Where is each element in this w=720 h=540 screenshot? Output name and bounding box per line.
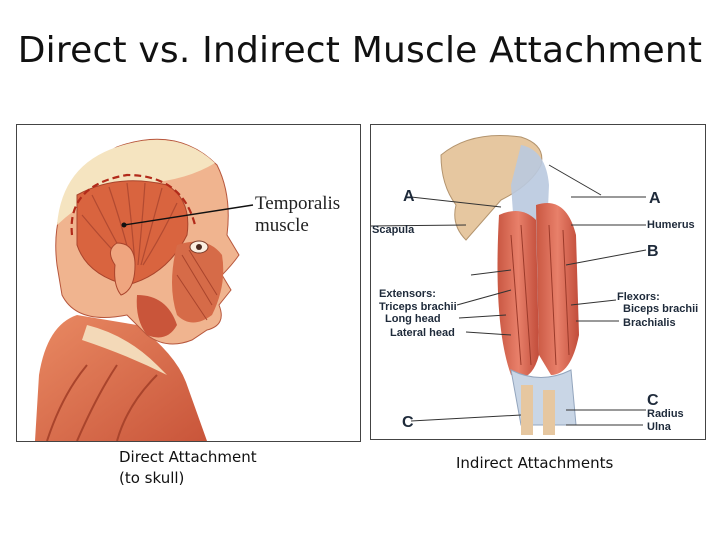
indirect-attachment-caption: Indirect Attachments [456,454,614,472]
biceps-muscle [536,203,579,375]
label-extensors: Extensors: [379,288,436,300]
label-ulna: Ulna [647,421,671,433]
slide-title: Direct vs. Indirect Muscle Attachment [17,30,703,71]
direct-attachment-caption [119,447,257,489]
label-biceps: Biceps brachii [623,303,699,315]
caption-line-1: Direct Attachment [119,448,257,466]
arm-illustration [371,125,705,439]
label-c-right: C [647,392,659,409]
temporalis-label-line2: muscle [255,215,309,236]
temporalis-label-line1: Temporalis [255,193,341,214]
label-a-right: A [649,190,661,207]
label-radius: Radius [647,408,684,420]
label-brachialis: Brachialis [623,317,676,329]
indirect-attachment-figure [370,124,706,440]
label-scapula: Scapula [372,224,415,236]
label-a-left: A [403,188,415,205]
label-humerus: Humerus [647,219,695,231]
label-b: B [647,243,659,260]
label-flexors: Flexors: [617,291,660,303]
head-illustration [17,125,360,441]
triceps-muscle [498,211,540,378]
direct-attachment-figure [16,124,361,442]
label-lateral-head: Lateral head [390,327,455,339]
label-c-left: C [402,414,414,431]
label-triceps: Triceps brachii [379,301,457,313]
label-long-head: Long head [385,313,441,325]
caption-line-2: (to skull) [119,469,185,487]
